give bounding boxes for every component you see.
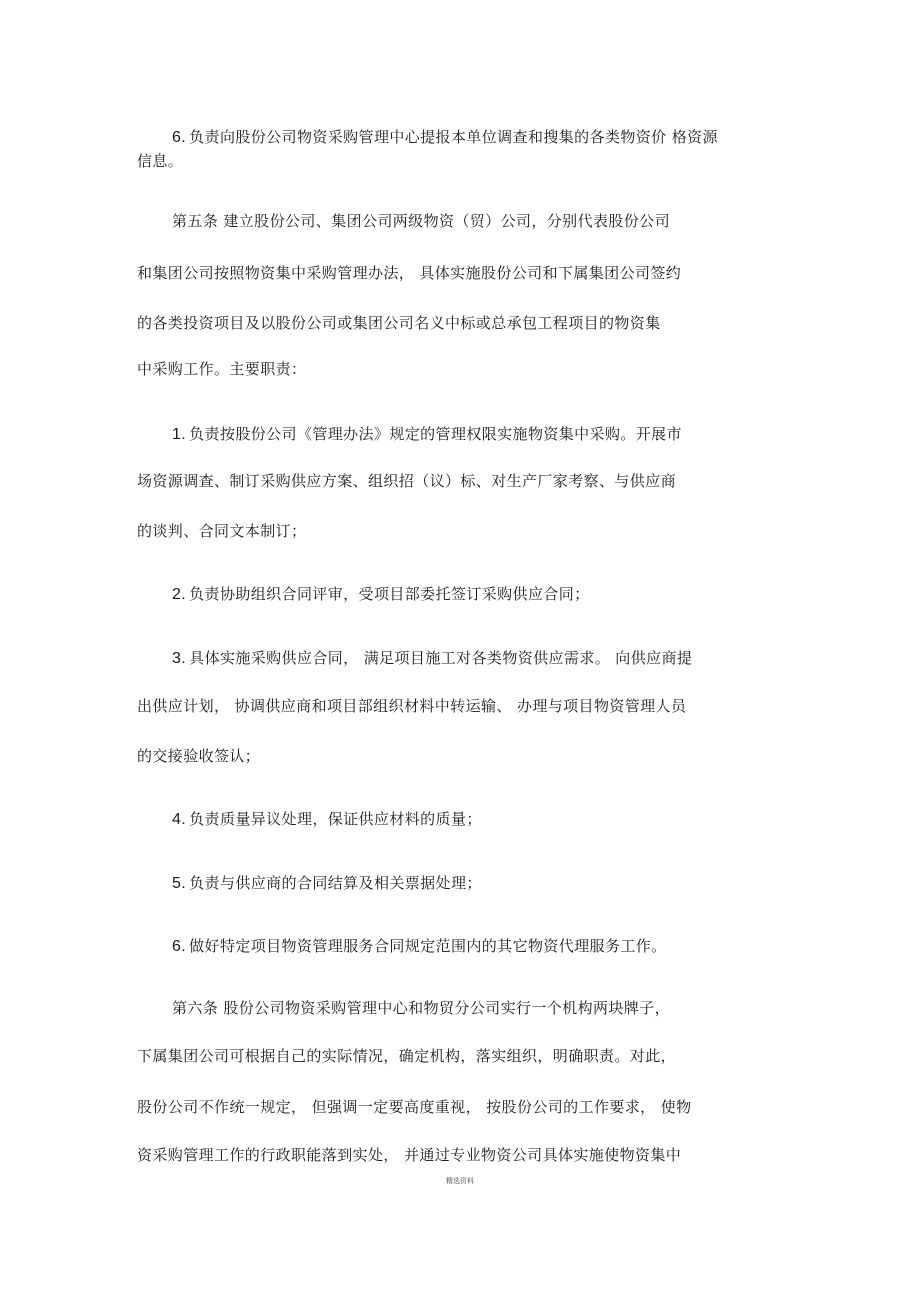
duty-text: 具体实施采购供应合同， 满足项目施工对各类物资供应需求。 向供应商提	[189, 649, 693, 667]
duty-text: 负责协助组织合同评审，受项目部委托签订采购供应合同；	[189, 585, 590, 603]
duty-1-line-3: 的谈判、合同文本制订；	[137, 522, 307, 540]
duty-text: 负责质量异议处理，保证供应材料的质量；	[189, 810, 482, 828]
item-6-line-1	[172, 127, 718, 148]
duty-1-line-1	[172, 424, 682, 445]
duty-2-line-1	[172, 584, 590, 605]
duty-3-line-1	[172, 648, 692, 669]
duty-number: 3.	[172, 650, 187, 667]
item-text: 负责向股份公司物资采购管理中心提报本单位调查和搜集的各类物资价 格资源	[189, 128, 718, 146]
duty-4-line-1	[172, 809, 482, 830]
duty-number: 4.	[172, 811, 187, 828]
duty-number: 5.	[172, 875, 187, 892]
duty-text: 负责按股份公司《管理办法》规定的管理权限实施物资集中采购。开展市	[189, 425, 682, 443]
duty-number: 1.	[172, 426, 187, 443]
article-6-line-2: 下属集团公司可根据自己的实际情况，确定机构，落实组织，明确职责。对此，	[137, 1047, 677, 1065]
article-6-line-3: 股份公司不作统一规定， 但强调一定要高度重视， 按股份公司的工作要求， 使物	[137, 1098, 692, 1116]
duty-number: 6.	[172, 938, 187, 955]
duty-1-line-2: 场资源调查、制订采购供应方案、组织招（议）标、对生产厂家考察、与供应商	[137, 472, 677, 490]
page-footer: 精选资料	[446, 1177, 474, 1185]
duty-3-line-3: 的交接验收签认；	[137, 747, 261, 765]
duty-number: 2.	[172, 586, 187, 603]
article-6-line-1: 第六条 股份公司物资采购管理中心和物贸分公司实行一个机构两块牌子，	[172, 999, 670, 1017]
article-6-line-4: 资采购管理工作的行政职能落到实处， 并通过专业物资公司具体实施使物资集中	[137, 1146, 682, 1164]
duty-text: 做好特定项目物资管理服务合同规定范围内的其它物资代理服务工作。	[189, 937, 667, 955]
duty-6-line-1	[172, 936, 667, 957]
item-number: 6.	[172, 129, 187, 146]
article-5-line-4: 中采购工作。主要职责：	[137, 360, 307, 378]
duty-5-line-1	[172, 873, 482, 894]
duty-text: 负责与供应商的合同结算及相关票据处理；	[189, 874, 482, 892]
item-6-line-2: 信息。	[137, 152, 184, 170]
article-5-line-2: 和集团公司按照物资集中采购管理办法， 具体实施股份公司和下属集团公司签约	[137, 264, 682, 282]
duty-3-line-2: 出供应计划， 协调供应商和项目部组织材料中转运输、 办理与项目物资管理人员	[137, 697, 687, 715]
article-5-line-1: 第五条 建立股份公司、集团公司两级物资（贸）公司，分别代表股份公司	[172, 212, 670, 230]
article-5-line-3: 的各类投资项目及以股份公司或集团公司名义中标或总承包工程项目的物资集	[137, 314, 661, 332]
